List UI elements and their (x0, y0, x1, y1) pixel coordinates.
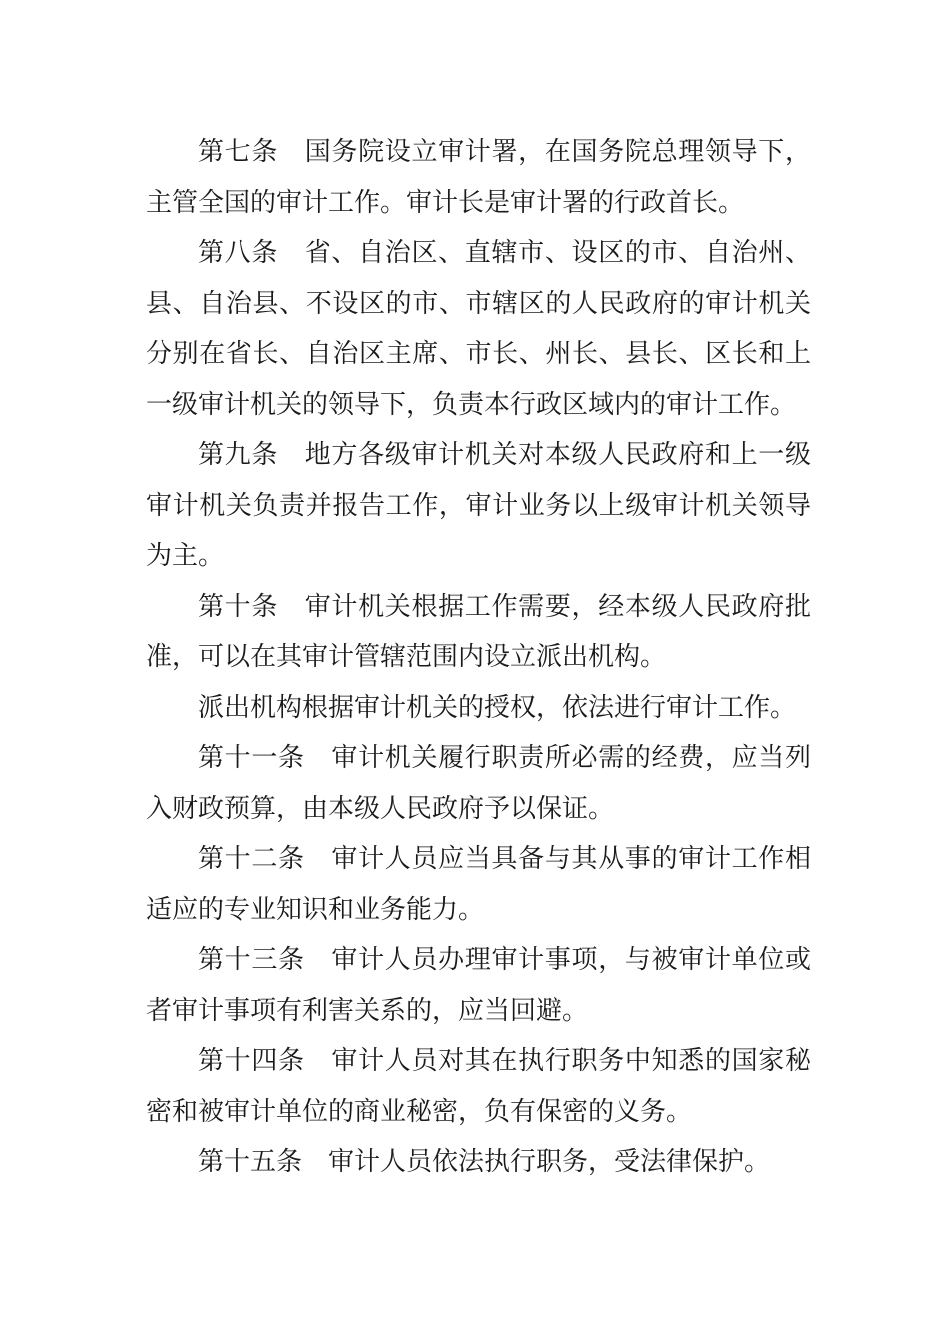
article-10-paragraph: 第十条 审计机关根据工作需要，经本级人民政府批准，可以在其审计管辖范围内设立派出机构。 (146, 591, 811, 672)
article-10-subparagraph: 派出机构根据审计机关的授权，依法进行审计工作。 (198, 692, 797, 723)
article-9-paragraph: 第九条 地方各级审计机关对本级人民政府和上一级审计机关负责并报告工作，审计业务以上级审计机关领导为主。 (146, 440, 811, 571)
article-11-paragraph: 第十一条 审计机关履行职责所必需的经费，应当列入财政预算，由本级人民政府予以保证。 (146, 743, 811, 824)
article-14-paragraph: 第十四条 审计人员对其在执行职务中知悉的国家秘密和被审计单位的商业秘密，负有保密的义务。 (146, 1046, 811, 1127)
article-12-paragraph: 第十二条 审计人员应当具备与其从事的审计工作相适应的专业知识和业务能力。 (146, 844, 811, 925)
article-15-paragraph: 第十五条 审计人员依法执行职务，受法律保护。 (198, 1147, 771, 1177)
article-13-paragraph: 第十三条 审计人员办理审计事项，与被审计单位或者审计事项有利害关系的，应当回避。 (146, 945, 811, 1026)
document-body (146, 127, 811, 1188)
article-7-paragraph: 第七条 国务院设立审计署，在国务院总理领导下，主管全国的审计工作。审计长是审计署的行政首长。 (146, 137, 811, 218)
article-8-paragraph: 第八条 省、自治区、直辖市、设区的市、自治州、县、自治县、不设区的市、市辖区的人民政府的审计机关分别在省长、自治区主席、市长、州长、县长、区长和上一级审计机关的领导下，负责本行政区域内的审计工作。 (146, 238, 811, 420)
